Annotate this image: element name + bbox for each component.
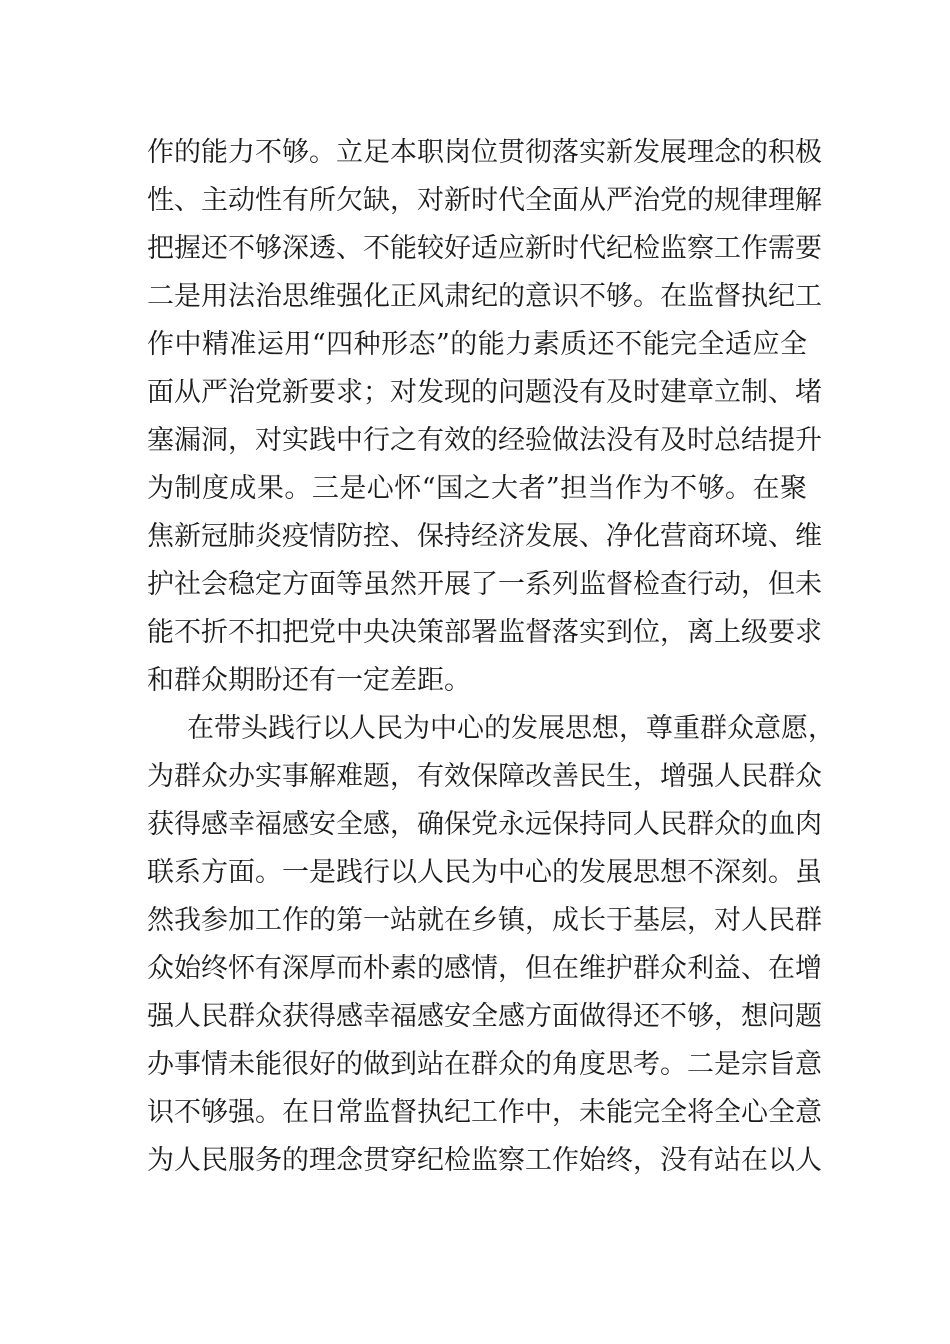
text-line: 众始终怀有深厚而朴素的感情，但在维护群众利益、在增 bbox=[147, 953, 822, 984]
text-line: 二是用法治思维强化正风肃纪的意识不够。在监督执纪工 bbox=[147, 281, 822, 312]
text-line: 和群众期盼还有一定差距。 bbox=[147, 665, 471, 696]
text-line: 联系方面。一是践行以人民为中心的发展思想不深刻。虽 bbox=[147, 857, 822, 888]
paragraph-2 bbox=[147, 705, 835, 1185]
text-line: 护社会稳定方面等虽然开展了一系列监督检查行动，但未 bbox=[147, 569, 822, 600]
text-line: 强人民群众获得感幸福感安全感方面做得还不够，想问题 bbox=[147, 1001, 822, 1032]
text-line: 把握还不够深透、不能较好适应新时代纪检监察工作需要 bbox=[147, 233, 822, 264]
text-line: 作中精准运用“四种形态”的能力素质还不能完全适应全 bbox=[147, 329, 807, 360]
text-line: 为人民服务的理念贯穿纪检监察工作始终，没有站在以人 bbox=[147, 1145, 822, 1176]
text-line: 获得感幸福感安全感，确保党永远保持同人民群众的血肉 bbox=[147, 809, 822, 840]
text-line: 作的能力不够。立足本职岗位贯彻落实新发展理念的积极 bbox=[147, 137, 822, 168]
text-line: 面从严治党新要求；对发现的问题没有及时建章立制、堵 bbox=[147, 377, 822, 408]
text-line: 能不折不扣把党中央决策部署监督落实到位，离上级要求 bbox=[147, 617, 822, 648]
document-body bbox=[147, 129, 835, 1185]
paragraph-1 bbox=[147, 129, 822, 705]
text-line: 性、主动性有所欠缺，对新时代全面从严治党的规律理解 bbox=[147, 185, 822, 216]
text-line: 识不够强。在日常监督执纪工作中，未能完全将全心全意 bbox=[147, 1097, 822, 1128]
text-line: 然我参加工作的第一站就在乡镇，成长于基层，对人民群 bbox=[147, 905, 822, 936]
text-line: 为制度成果。三是心怀“国之大者”担当作为不够。在聚 bbox=[147, 473, 807, 504]
text-line: 塞漏洞，对实践中行之有效的经验做法没有及时总结提升 bbox=[147, 425, 822, 456]
text-line: 办事情未能很好的做到站在群众的角度思考。二是宗旨意 bbox=[147, 1049, 822, 1080]
text-line: 在带头践行以人民为中心的发展思想，尊重群众意愿， bbox=[187, 713, 835, 744]
text-line: 焦新冠肺炎疫情防控、保持经济发展、净化营商环境、维 bbox=[147, 521, 822, 552]
text-line: 为群众办实事解难题，有效保障改善民生，增强人民群众 bbox=[147, 761, 822, 792]
